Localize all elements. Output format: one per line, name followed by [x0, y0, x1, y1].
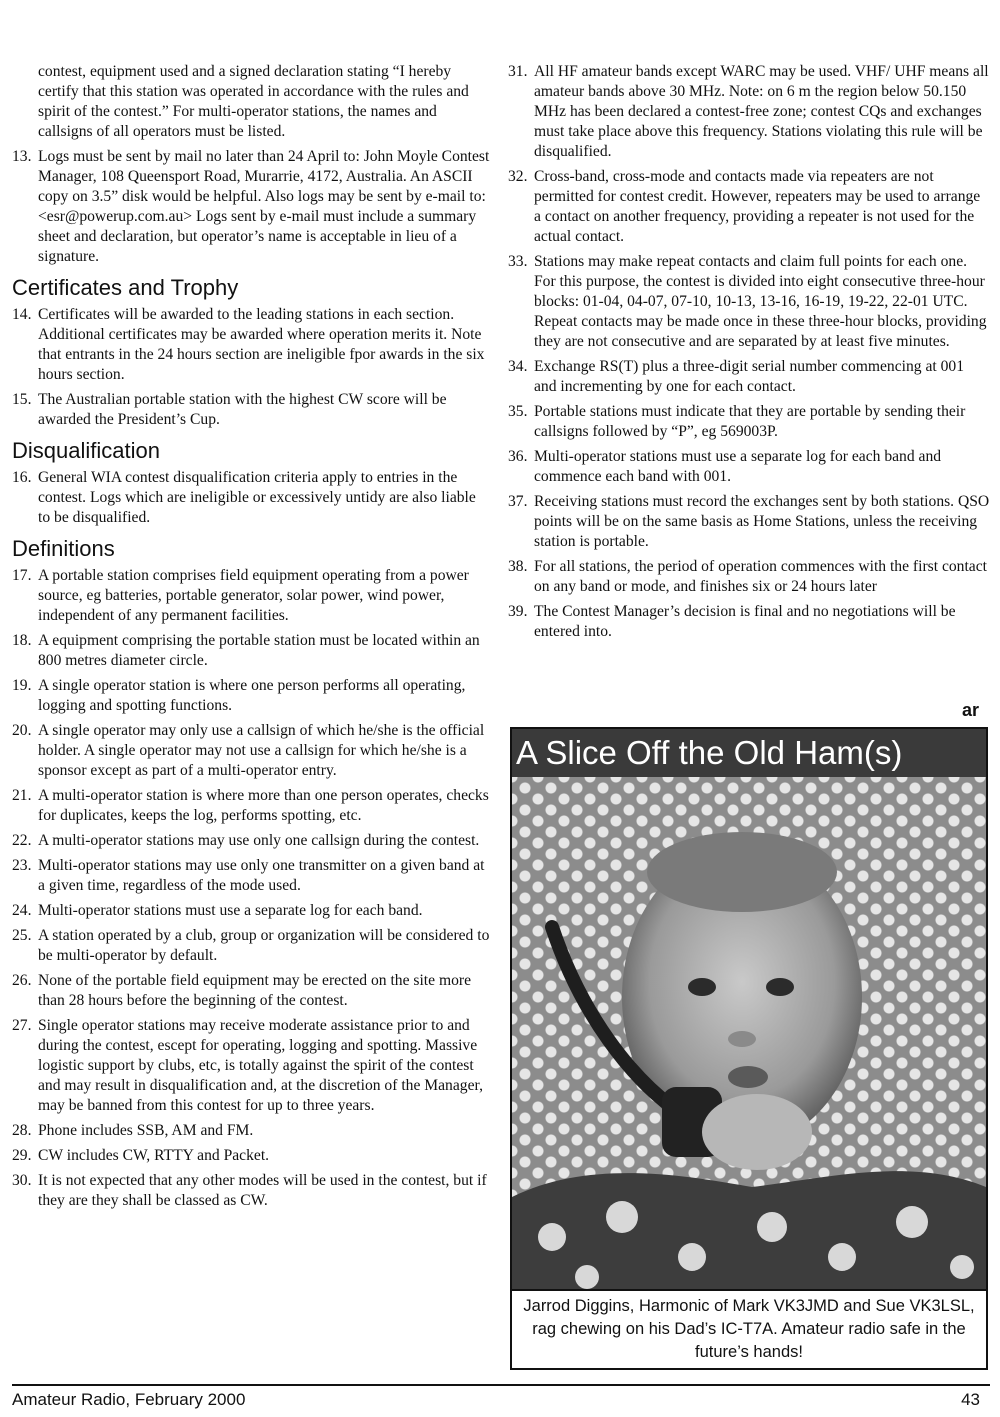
rule-item-27 — [12, 1016, 490, 1116]
rule-number: 33. — [508, 253, 528, 270]
rule-text: Phone includes SSB, AM and FM. — [38, 1122, 254, 1139]
rule-item-22 — [12, 831, 490, 851]
rule-number: 22. — [12, 832, 32, 849]
rule-text: Portable stations must indicate that they are portable by sending their callsigns followed by “P”, eg 569003P. — [534, 403, 966, 440]
rule-item-13 — [12, 147, 490, 267]
rule-number: 27. — [12, 1017, 32, 1034]
rule-text: CW includes CW, RTTY and Packet. — [38, 1147, 270, 1164]
rule-text: Single operator stations may receive moderate assistance prior to and during the contest, escept for operating, logging and spotting. Massive logistic support by clubs, etc, is totally against the spirit of the contest and may result in disqualification and, at the discretion of the Manager, may be banned from this contest for up to three years. — [38, 1017, 483, 1114]
baby-with-radio-illustration — [512, 777, 986, 1289]
rule-item-14 — [12, 305, 490, 385]
rule-item-30 — [12, 1171, 490, 1211]
rule-item-24 — [12, 901, 490, 921]
rule-item-31 — [508, 62, 990, 162]
rule-item-39 — [508, 602, 990, 642]
continued-paragraph: contest, equipment used and a signed declaration stating “I hereby certify that this station was operated in accordance with the rules and spirit of the contest.” For multi-operator stations, the names and callsigns of all operators must be listed. — [38, 63, 469, 140]
rule-item-21 — [12, 786, 490, 826]
right-eye — [766, 978, 794, 996]
rule-number: 37. — [508, 493, 528, 510]
page-number: 43 — [961, 1390, 980, 1409]
rule-text: For all stations, the period of operation commences with the first contact on any band or mode, and finishes six or 24 hours later — [534, 558, 987, 595]
rule-item-33 — [508, 252, 990, 352]
rule-number: 24. — [12, 902, 32, 919]
rule-text: A station operated by a club, group or organization will be considered to be multi-operator by default. — [38, 927, 490, 964]
end-of-article-mark: ar — [962, 700, 980, 720]
rule-text: A multi-operator stations may use only one callsign during the contest. — [38, 832, 480, 849]
rule-item-20 — [12, 721, 490, 781]
heading-certificates: Certificates and Trophy — [12, 275, 239, 300]
mouth — [728, 1066, 768, 1088]
rule-item-38 — [508, 557, 990, 597]
heading-definitions: Definitions — [12, 536, 115, 561]
feature-box — [510, 727, 988, 1370]
rule-number: 28. — [12, 1122, 32, 1139]
rule-item-37 — [508, 492, 990, 552]
rule-text: A portable station comprises field equipment operating from a power source, eg batteries, portable generator, solar power, wind power, independent of any permanent facilities. — [38, 567, 469, 624]
rule-number: 13. — [12, 148, 32, 165]
rule-number: 19. — [12, 677, 32, 694]
left-column — [12, 62, 490, 1216]
rule-number: 35. — [508, 403, 528, 420]
rule-number: 17. — [12, 567, 32, 584]
rule-item-26 — [12, 971, 490, 1011]
rule-text: Multi-operator stations must use a separate log for each band and commence each band with 001. — [534, 448, 942, 485]
feature-title: A Slice Off the Old Ham(s) — [512, 729, 986, 777]
rule-text: Multi-operator stations must use a separate log for each band. — [38, 902, 423, 919]
rule-item-34 — [508, 357, 990, 397]
rule-number: 36. — [508, 448, 528, 465]
rule-text: The Australian portable station with the highest CW score will be awarded the President’s Cup. — [38, 391, 447, 428]
rule-item-16 — [12, 468, 490, 528]
rule-item-35 — [508, 402, 990, 442]
rule-number: 26. — [12, 972, 32, 989]
baby-hair — [647, 832, 837, 912]
rule-item-29 — [12, 1146, 490, 1166]
rule-text: Exchange RS(T) plus a three-digit serial number commencing at 001 and incrementing by one for each contact. — [534, 358, 965, 395]
rule-text: A multi-operator station is where more than one person operates, checks for duplicates, keeps the log, performs spotting, etc. — [38, 787, 489, 824]
rule-number: 23. — [12, 857, 32, 874]
rule-text: General WIA contest disqualification criteria apply to entries in the contest. Logs which are ineligible or excessively untidy are also liable to be disqualified. — [38, 469, 476, 526]
rule-text: Receiving stations must record the exchanges sent by both stations. QSO points will be on the same basis as Home Stations, unless the receiving station is portable. — [534, 493, 990, 550]
rule-text: A single operator station is where one person performs all operating, logging and spotting functions. — [38, 677, 466, 714]
rule-item-23 — [12, 856, 490, 896]
heading-disqualification: Disqualification — [12, 438, 160, 463]
rule-number: 39. — [508, 603, 528, 620]
rule-text: A single operator may only use a callsign of which he/she is the official holder. A single operator may not use a callsign for which he/she is a sponsor except as part of a multi-operator entry. — [38, 722, 485, 779]
rule-text: All HF amateur bands except WARC may be used. VHF/ UHF means all amateur bands above 30 MHz. Note: on 6 m the region below 50.150 MHz has been declared a contest-free zone; contest CQs and exchanges must take place above this frequency. Stations violating this rule will be disqualified. — [534, 63, 989, 160]
nose — [728, 1031, 756, 1047]
rule-number: 30. — [12, 1172, 32, 1189]
rule-number: 20. — [12, 722, 32, 739]
rule-text: Stations may make repeat contacts and claim full points for each one. For this purpose, the contest is divided into eight consecutive three-hour blocks: 01-04, 04-07, 07-10, 10-13, 13-16, 16-19, 19-22, 22-01 UTC. Repeat contacts may be made once in these three-hour blocks, providing they are not consecutive and are separated by at least five minutes. — [534, 253, 987, 350]
rule-number: 14. — [12, 306, 32, 323]
rule-number: 18. — [12, 632, 32, 649]
rule-item-28 — [12, 1121, 490, 1141]
rule-item-25 — [12, 926, 490, 966]
left-eye — [688, 978, 716, 996]
baby-photo — [512, 777, 986, 1289]
rule-number: 15. — [12, 391, 32, 408]
rule-number: 38. — [508, 558, 528, 575]
rule-text: Multi-operator stations may use only one transmitter on a given band at a given time, regardless of the mode used. — [38, 857, 485, 894]
rule-item-15 — [12, 390, 490, 430]
rule-number: 16. — [12, 469, 32, 486]
baby-hand — [702, 1094, 812, 1170]
rule-item-36 — [508, 447, 990, 487]
rule-item-17 — [12, 566, 490, 626]
rule-item-32 — [508, 167, 990, 247]
rule-text: None of the portable field equipment may be erected on the site more than 28 hours before the beginning of the contest. — [38, 972, 472, 1009]
rule-text: A equipment comprising the portable station must be located within an 800 metres diameter circle. — [38, 632, 480, 669]
rule-number: 32. — [508, 168, 528, 185]
publication-footer: Amateur Radio, February 2000 — [12, 1390, 246, 1409]
rule-text: Certificates will be awarded to the leading stations in each section. Additional certificates may be awarded where operation merits it. Note that entrants in the 24 hours section are ineligible fpor awards in the six hours section. — [38, 306, 485, 383]
rule-number: 34. — [508, 358, 528, 375]
rule-number: 31. — [508, 63, 528, 80]
rule-number: 29. — [12, 1147, 32, 1164]
rule-number: 21. — [12, 787, 32, 804]
rule-text: Logs must be sent by mail no later than 24 April to: John Moyle Contest Manager, 108 Queensport Road, Murarrie, 4172, Australia. An ASCII copy on 3.5” disk would be helpful. Also logs may be sent by e-mail to: <esr@powerup.com.au> Logs sent by e-mail must include a summary sheet and declaration, but operator’s name is acceptable in lieu of a signature. — [38, 148, 490, 265]
rule-item-19 — [12, 676, 490, 716]
rule-item-18 — [12, 631, 490, 671]
rule-text: The Contest Manager’s decision is final and no negotiations will be entered into. — [534, 603, 956, 640]
right-column — [508, 62, 990, 647]
footer-rule — [12, 1384, 990, 1386]
rule-text: It is not expected that any other modes will be used in the contest, but if they are they shall be classed as CW. — [38, 1172, 487, 1209]
rule-number: 25. — [12, 927, 32, 944]
rule-text: Cross-band, cross-mode and contacts made via repeaters are not permitted for contest credit. However, repeaters may be used to arrange a contact on another frequency, providing a repeater is not used for the actual contact. — [534, 168, 981, 245]
photo-caption: Jarrod Diggins, Harmonic of Mark VK3JMD and Sue VK3LSL, rag chewing on his Dad’s IC-T7A. Amateur radio safe in the future’s hands! — [512, 1289, 986, 1368]
